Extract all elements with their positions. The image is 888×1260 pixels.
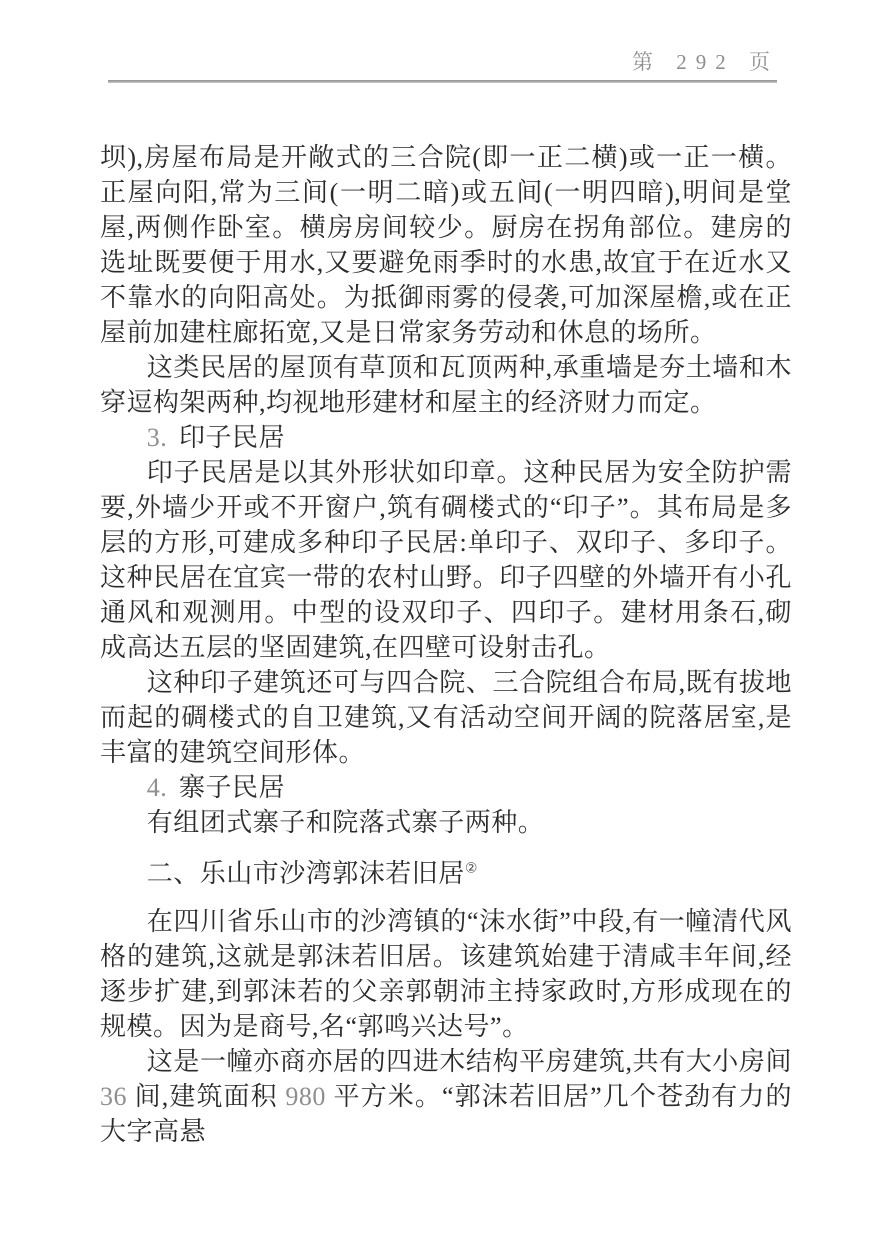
list-item-number: 4. [146, 773, 168, 802]
paragraph: 在四川省乐山市的沙湾镇的“沫水街”中段,有一幢清代风格的建筑,这就是郭沫若旧居。该建筑始建于清咸丰年间,经逐步扩建,到郭沫若的父亲郭朝沛主持家政时,方形成现在的规模。因为是商号,名“郭鸣兴达号”。 [100, 907, 792, 1041]
paragraph-cutoff [100, 1044, 792, 1149]
list-item-4 [100, 770, 792, 805]
paragraph-continued: 坝),房屋布局是开敞式的三合院(即一正二横)或一正一横。正屋向阳,常为三间(一明二暗)或五间(一明四暗),明间是堂屋,两侧作卧室。横房房间较少。厨房在拐角部位。建房的选址既要便于用水,又要避免雨季时的水患,故宜于在近水又不靠水的向阳高处。为抵御雨雾的侵袭,可加深屋檐,或在正屋前加建柱廊拓宽,又是日常家务劳动和休息的场所。 [100, 143, 792, 347]
paragraph: 印子民居是以其外形状如印章。这种民居为安全防护需要,外墙少开或不开窗户,筑有碉楼式的“印子”。其布局是多层的方形,可建成多种印子民居:单印子、双印子、多印子。这种民居在宜宾一带的农村山野。印子四壁的外墙开有小孔通风和观测用。中型的设双印子、四印子。建材用条石,砌成高达五层的坚固建筑,在四壁可设射击孔。 [100, 458, 792, 662]
section-heading [100, 856, 792, 891]
page-body [100, 140, 792, 1149]
paragraph-text: 间,建筑面积 [127, 1082, 286, 1111]
section-heading-text: 二、乐山市沙湾郭沫若旧居 [146, 859, 465, 888]
page-number: 第 292 页 [632, 50, 779, 74]
inline-number: 980 [285, 1082, 326, 1111]
list-item-label: 寨子民居 [178, 773, 285, 802]
header-rule [108, 80, 777, 83]
footnote-marker: ② [464, 861, 478, 877]
list-item-number: 3. [146, 423, 168, 452]
paragraph: 这类民居的屋顶有草顶和瓦顶两种,承重墙是夯土墙和木穿逗构架两种,均视地形建材和屋主的经济财力而定。 [100, 353, 792, 417]
page-header [0, 46, 779, 76]
inline-number: 36 [100, 1082, 127, 1111]
list-item-3 [100, 420, 792, 455]
paragraph: 有组团式寨子和院落式寨子两种。 [146, 808, 545, 837]
list-item-label: 印子民居 [178, 423, 285, 452]
paragraph-text: 这是一幢亦商亦居的四进木结构平房建筑,共有大小房间 [146, 1047, 792, 1076]
paragraph: 这种印子建筑还可与四合院、三合院组合布局,既有拔地而起的碉楼式的自卫建筑,又有活动空间开阔的院落居室,是丰富的建筑空间形体。 [100, 668, 792, 767]
paragraph-text: 平方米。“郭沫若旧居”几个苍劲有力的大字高悬 [100, 1082, 792, 1146]
